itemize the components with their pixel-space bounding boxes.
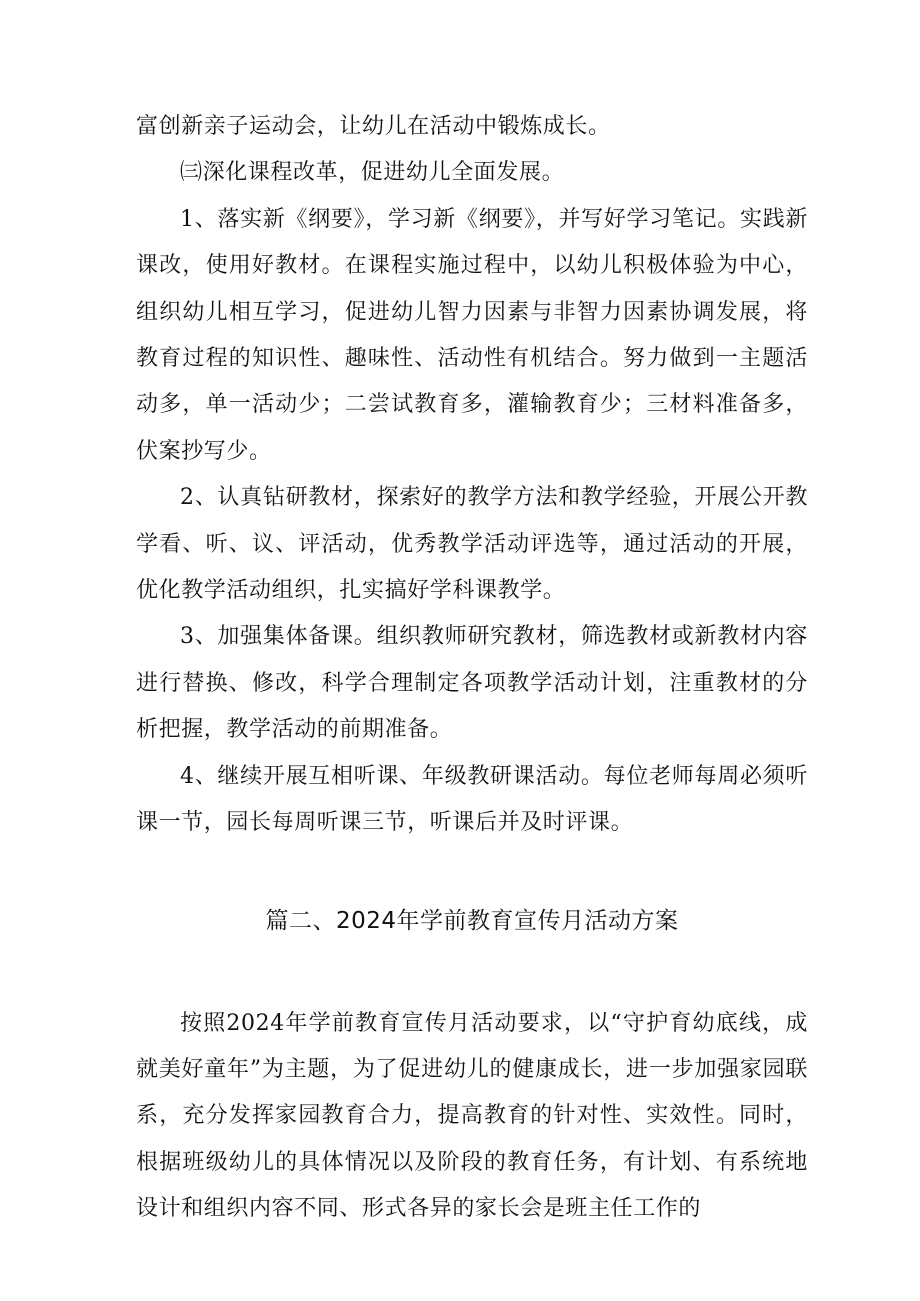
spacer [136, 945, 808, 1001]
paragraph-item-1: 1、落实新《纲要》，学习新《纲要》，并写好学习笔记。实践新课改，使用好教材。在课程实施过程中，以幼儿积极体验为中心，组织幼儿相互学习，促进幼儿智力因素与非智力因素协调发展，将教育过程的知识性、趣味性、活动性有机结合。努力做到一主题活动多，单一活动少；二尝试教育多，灌输教育少；三材料准备多，伏案抄写少。 [136, 206, 808, 464]
paragraph-continuation: 富创新亲子运动会，让幼儿在活动中锻炼成长。 [136, 114, 611, 139]
paragraph-item-4: 4、继续开展互相听课、年级教研课活动。每位老师每周必须听课一节，园长每周听课三节，听课后并及时评课。 [136, 763, 808, 836]
spacer [136, 847, 808, 897]
paragraph-subheading-3: ㈢深化课程改革，促进幼儿全面发展。 [180, 160, 565, 186]
paragraph-item-3: 3、加强集体备课。组织教师研究教材，筛选教材或新教材内容进行替换、修改，科学合理制定各项教学活动计划，注重教材的分析把握，教学活动的前期准备。 [136, 624, 808, 743]
document-body [136, 104, 808, 1233]
paragraph-item-2: 2、认真钻研教材，探索好的教学方法和教学经验，开展公开教学看、听、议、评活动，优秀教学活动评选等，通过活动的开展，优化教学活动组织，扎实搞好学科课教学。 [136, 485, 808, 604]
section-title: 篇二、2024年学前教育宣传月活动方案 [265, 907, 679, 934]
paragraph-intro: 按照2024年学前教育宣传月活动要求，以“守护育幼底线，成就美好童年”为主题，为了促进幼儿的健康成长，进一步加强家园联系，充分发挥家园教育合力，提高教育的针对性、实效性。同时，根据班级幼儿的具体情况以及阶段的教育任务，有计划、有系统地设计和组织内容不同、形式各异的家长会是班主任工作的 [136, 1010, 808, 1222]
